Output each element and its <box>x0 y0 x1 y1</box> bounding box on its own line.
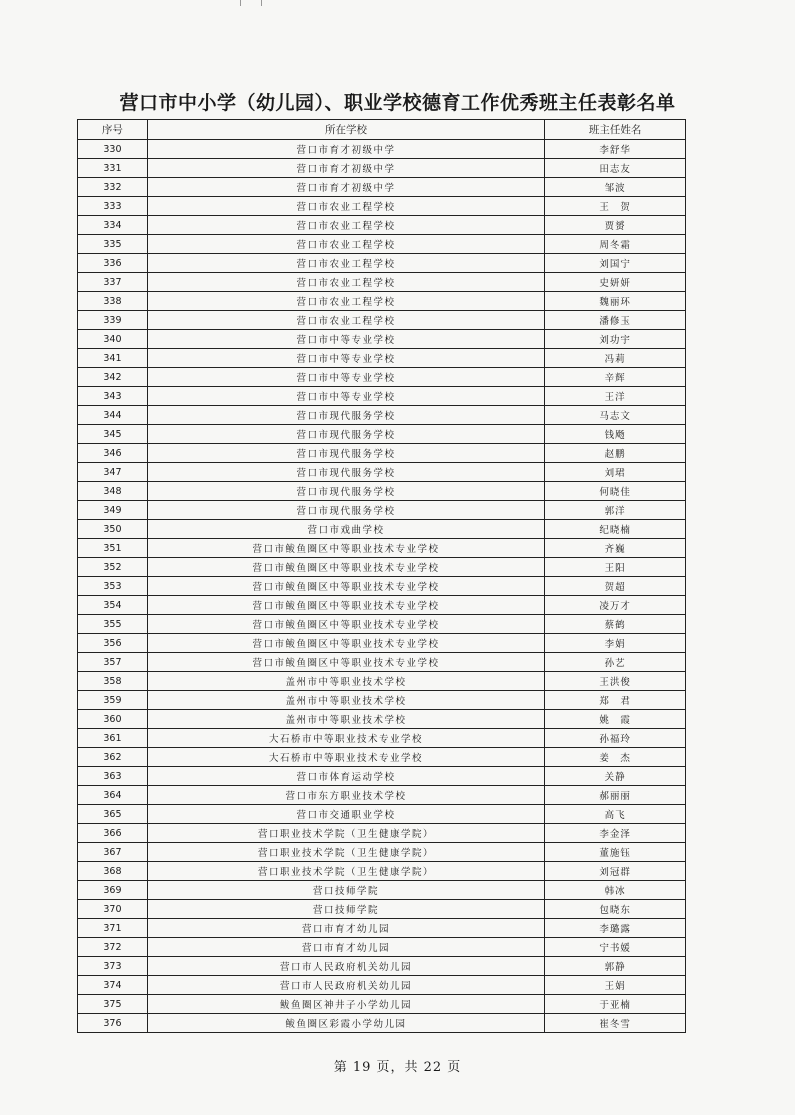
cell-teacher-name: 李舒华 <box>545 140 686 159</box>
cell-serial-number: 367 <box>78 843 148 862</box>
table-row <box>78 387 686 406</box>
cell-serial-number: 330 <box>78 140 148 159</box>
page-footer: 第 19 页，共 22 页 <box>333 1060 462 1075</box>
table-row <box>78 710 686 729</box>
cell-school: 营口市现代服务学校 <box>147 406 544 425</box>
table-body <box>78 140 686 1033</box>
cell-teacher-name: 辛辉 <box>545 368 686 387</box>
cell-school: 营口市农业工程学校 <box>147 216 544 235</box>
cell-teacher-name: 崔冬雪 <box>545 1014 686 1033</box>
cell-school: 营口市农业工程学校 <box>147 273 544 292</box>
cell-school: 营口技师学院 <box>147 881 544 900</box>
cell-serial-number: 372 <box>78 938 148 957</box>
cell-school: 营口市鲅鱼圈区中等职业技术专业学校 <box>147 615 544 634</box>
cell-school: 营口市鲅鱼圈区中等职业技术专业学校 <box>147 634 544 653</box>
cell-school: 营口技师学院 <box>147 900 544 919</box>
cell-teacher-name: 刘功宇 <box>545 330 686 349</box>
cell-school: 营口市现代服务学校 <box>147 482 544 501</box>
cell-serial-number: 335 <box>78 235 148 254</box>
cell-teacher-name: 王娟 <box>545 976 686 995</box>
table-row <box>78 558 686 577</box>
cell-serial-number: 332 <box>78 178 148 197</box>
cell-teacher-name: 贾赟 <box>545 216 686 235</box>
award-list-table <box>77 119 686 1033</box>
cell-school: 营口市育才初级中学 <box>147 140 544 159</box>
cell-school: 营口市中等专业学校 <box>147 387 544 406</box>
cell-school: 营口市中等专业学校 <box>147 330 544 349</box>
cell-school: 大石桥市中等职业技术专业学校 <box>147 748 544 767</box>
cell-school: 营口市鲅鱼圈区中等职业技术专业学校 <box>147 558 544 577</box>
table-row <box>78 862 686 881</box>
cell-school: 营口市东方职业技术学校 <box>147 786 544 805</box>
cell-school: 营口市戏曲学校 <box>147 520 544 539</box>
cell-serial-number: 361 <box>78 729 148 748</box>
scan-top-mark <box>240 0 262 6</box>
table-row <box>78 501 686 520</box>
table-row <box>78 425 686 444</box>
cell-serial-number: 340 <box>78 330 148 349</box>
table-row <box>78 197 686 216</box>
table-header-row <box>78 120 686 140</box>
cell-school: 盖州市中等职业技术学校 <box>147 691 544 710</box>
cell-teacher-name: 孙艺 <box>545 653 686 672</box>
cell-serial-number: 376 <box>78 1014 148 1033</box>
cell-serial-number: 363 <box>78 767 148 786</box>
cell-school: 鲅鱼圈区彩霞小学幼儿园 <box>147 1014 544 1033</box>
table-row <box>78 634 686 653</box>
cell-school: 营口市鲅鱼圈区中等职业技术专业学校 <box>147 596 544 615</box>
cell-teacher-name: 齐巍 <box>545 539 686 558</box>
cell-serial-number: 370 <box>78 900 148 919</box>
cell-serial-number: 362 <box>78 748 148 767</box>
cell-serial-number: 333 <box>78 197 148 216</box>
cell-school: 营口市农业工程学校 <box>147 311 544 330</box>
cell-teacher-name: 邹波 <box>545 178 686 197</box>
cell-school: 盖州市中等职业技术学校 <box>147 672 544 691</box>
cell-serial-number: 342 <box>78 368 148 387</box>
cell-school: 营口市鲅鱼圈区中等职业技术专业学校 <box>147 653 544 672</box>
cell-serial-number: 334 <box>78 216 148 235</box>
cell-serial-number: 371 <box>78 919 148 938</box>
cell-teacher-name: 史妍妍 <box>545 273 686 292</box>
table-row <box>78 444 686 463</box>
table-row <box>78 406 686 425</box>
cell-serial-number: 343 <box>78 387 148 406</box>
table-row <box>78 140 686 159</box>
cell-school: 营口市中等专业学校 <box>147 368 544 387</box>
cell-school: 营口市交通职业学校 <box>147 805 544 824</box>
table-row <box>78 577 686 596</box>
cell-teacher-name: 李璐露 <box>545 919 686 938</box>
cell-teacher-name: 关静 <box>545 767 686 786</box>
cell-teacher-name: 董施钰 <box>545 843 686 862</box>
cell-serial-number: 344 <box>78 406 148 425</box>
cell-teacher-name: 郝丽丽 <box>545 786 686 805</box>
table-row <box>78 482 686 501</box>
table-row <box>78 330 686 349</box>
cell-serial-number: 331 <box>78 159 148 178</box>
table-row <box>78 292 686 311</box>
cell-teacher-name: 周冬霜 <box>545 235 686 254</box>
cell-school: 营口市现代服务学校 <box>147 444 544 463</box>
header-serial-number: 序号 <box>78 120 148 140</box>
table-row <box>78 672 686 691</box>
table-row <box>78 976 686 995</box>
table-row <box>78 273 686 292</box>
cell-school: 大石桥市中等职业技术专业学校 <box>147 729 544 748</box>
cell-teacher-name: 姚 霞 <box>545 710 686 729</box>
cell-teacher-name: 潘修玉 <box>545 311 686 330</box>
table-row <box>78 178 686 197</box>
cell-school: 营口市体育运动学校 <box>147 767 544 786</box>
cell-school: 营口市现代服务学校 <box>147 501 544 520</box>
table-row <box>78 748 686 767</box>
cell-teacher-name: 高飞 <box>545 805 686 824</box>
cell-serial-number: 374 <box>78 976 148 995</box>
cell-teacher-name: 韩冰 <box>545 881 686 900</box>
cell-serial-number: 373 <box>78 957 148 976</box>
cell-teacher-name: 于亚楠 <box>545 995 686 1014</box>
cell-serial-number: 355 <box>78 615 148 634</box>
table-row <box>78 881 686 900</box>
header-teacher-name: 班主任姓名 <box>545 120 686 140</box>
cell-serial-number: 353 <box>78 577 148 596</box>
cell-school: 鲅鱼圈区神井子小学幼儿园 <box>147 995 544 1014</box>
cell-school: 营口市现代服务学校 <box>147 463 544 482</box>
table-row <box>78 786 686 805</box>
table-row <box>78 995 686 1014</box>
table-row <box>78 235 686 254</box>
table-row <box>78 159 686 178</box>
cell-teacher-name: 蔡鹤 <box>545 615 686 634</box>
table-row <box>78 824 686 843</box>
table-row <box>78 900 686 919</box>
table-row <box>78 539 686 558</box>
cell-teacher-name: 刘国宁 <box>545 254 686 273</box>
cell-school: 营口市鲅鱼圈区中等职业技术专业学校 <box>147 539 544 558</box>
page-title: 营口市中小学（幼儿园）、职业学校德育工作优秀班主任表彰名单 <box>119 92 676 114</box>
cell-teacher-name: 魏丽环 <box>545 292 686 311</box>
cell-teacher-name: 冯莉 <box>545 349 686 368</box>
cell-school: 营口职业技术学院（卫生健康学院） <box>147 824 544 843</box>
table-row <box>78 805 686 824</box>
cell-serial-number: 345 <box>78 425 148 444</box>
cell-teacher-name: 刘珺 <box>545 463 686 482</box>
cell-teacher-name: 何晓佳 <box>545 482 686 501</box>
table-row <box>78 254 686 273</box>
cell-teacher-name: 王阳 <box>545 558 686 577</box>
table-row <box>78 596 686 615</box>
cell-serial-number: 354 <box>78 596 148 615</box>
cell-teacher-name: 田志友 <box>545 159 686 178</box>
cell-serial-number: 348 <box>78 482 148 501</box>
cell-school: 营口市人民政府机关幼儿园 <box>147 957 544 976</box>
cell-serial-number: 349 <box>78 501 148 520</box>
cell-teacher-name: 纪晓楠 <box>545 520 686 539</box>
cell-serial-number: 365 <box>78 805 148 824</box>
cell-serial-number: 369 <box>78 881 148 900</box>
cell-school: 营口市农业工程学校 <box>147 292 544 311</box>
cell-school: 营口职业技术学院（卫生健康学院） <box>147 862 544 881</box>
table-row <box>78 520 686 539</box>
cell-teacher-name: 刘冠群 <box>545 862 686 881</box>
cell-teacher-name: 钱飏 <box>545 425 686 444</box>
cell-serial-number: 339 <box>78 311 148 330</box>
cell-teacher-name: 郑 君 <box>545 691 686 710</box>
table-row <box>78 938 686 957</box>
cell-serial-number: 341 <box>78 349 148 368</box>
cell-teacher-name: 包晓东 <box>545 900 686 919</box>
cell-serial-number: 364 <box>78 786 148 805</box>
table-row <box>78 311 686 330</box>
cell-serial-number: 347 <box>78 463 148 482</box>
cell-serial-number: 366 <box>78 824 148 843</box>
cell-school: 营口职业技术学院（卫生健康学院） <box>147 843 544 862</box>
cell-teacher-name: 李娟 <box>545 634 686 653</box>
cell-serial-number: 359 <box>78 691 148 710</box>
cell-teacher-name: 王洋 <box>545 387 686 406</box>
table-row <box>78 653 686 672</box>
cell-serial-number: 351 <box>78 539 148 558</box>
cell-school: 营口市农业工程学校 <box>147 254 544 273</box>
cell-serial-number: 368 <box>78 862 148 881</box>
table-row <box>78 691 686 710</box>
cell-serial-number: 357 <box>78 653 148 672</box>
cell-serial-number: 350 <box>78 520 148 539</box>
cell-school: 营口市育才幼儿园 <box>147 919 544 938</box>
cell-school: 营口市中等专业学校 <box>147 349 544 368</box>
cell-school: 营口市现代服务学校 <box>147 425 544 444</box>
cell-serial-number: 358 <box>78 672 148 691</box>
cell-teacher-name: 王 贺 <box>545 197 686 216</box>
header-school: 所在学校 <box>147 120 544 140</box>
table-row <box>78 767 686 786</box>
cell-serial-number: 346 <box>78 444 148 463</box>
table-row <box>78 216 686 235</box>
table-row <box>78 1014 686 1033</box>
cell-school: 营口市人民政府机关幼儿园 <box>147 976 544 995</box>
table-row <box>78 843 686 862</box>
cell-teacher-name: 郭洋 <box>545 501 686 520</box>
table-row <box>78 919 686 938</box>
cell-serial-number: 356 <box>78 634 148 653</box>
cell-teacher-name: 赵鹏 <box>545 444 686 463</box>
cell-teacher-name: 孙福玲 <box>545 729 686 748</box>
cell-teacher-name: 宁书媛 <box>545 938 686 957</box>
table-row <box>78 463 686 482</box>
table-row <box>78 368 686 387</box>
cell-serial-number: 338 <box>78 292 148 311</box>
cell-school: 营口市育才初级中学 <box>147 178 544 197</box>
cell-school: 营口市育才幼儿园 <box>147 938 544 957</box>
cell-school: 盖州市中等职业技术学校 <box>147 710 544 729</box>
cell-serial-number: 337 <box>78 273 148 292</box>
table-row <box>78 957 686 976</box>
cell-teacher-name: 郭静 <box>545 957 686 976</box>
cell-school: 营口市农业工程学校 <box>147 235 544 254</box>
cell-teacher-name: 李金泽 <box>545 824 686 843</box>
cell-teacher-name: 王洪俊 <box>545 672 686 691</box>
table-row <box>78 349 686 368</box>
cell-serial-number: 336 <box>78 254 148 273</box>
cell-serial-number: 360 <box>78 710 148 729</box>
cell-serial-number: 375 <box>78 995 148 1014</box>
cell-school: 营口市鲅鱼圈区中等职业技术专业学校 <box>147 577 544 596</box>
cell-serial-number: 352 <box>78 558 148 577</box>
cell-school: 营口市农业工程学校 <box>147 197 544 216</box>
cell-teacher-name: 姜 杰 <box>545 748 686 767</box>
cell-teacher-name: 凌万才 <box>545 596 686 615</box>
table-row <box>78 729 686 748</box>
cell-school: 营口市育才初级中学 <box>147 159 544 178</box>
cell-teacher-name: 马志文 <box>545 406 686 425</box>
cell-teacher-name: 贺超 <box>545 577 686 596</box>
table-row <box>78 615 686 634</box>
